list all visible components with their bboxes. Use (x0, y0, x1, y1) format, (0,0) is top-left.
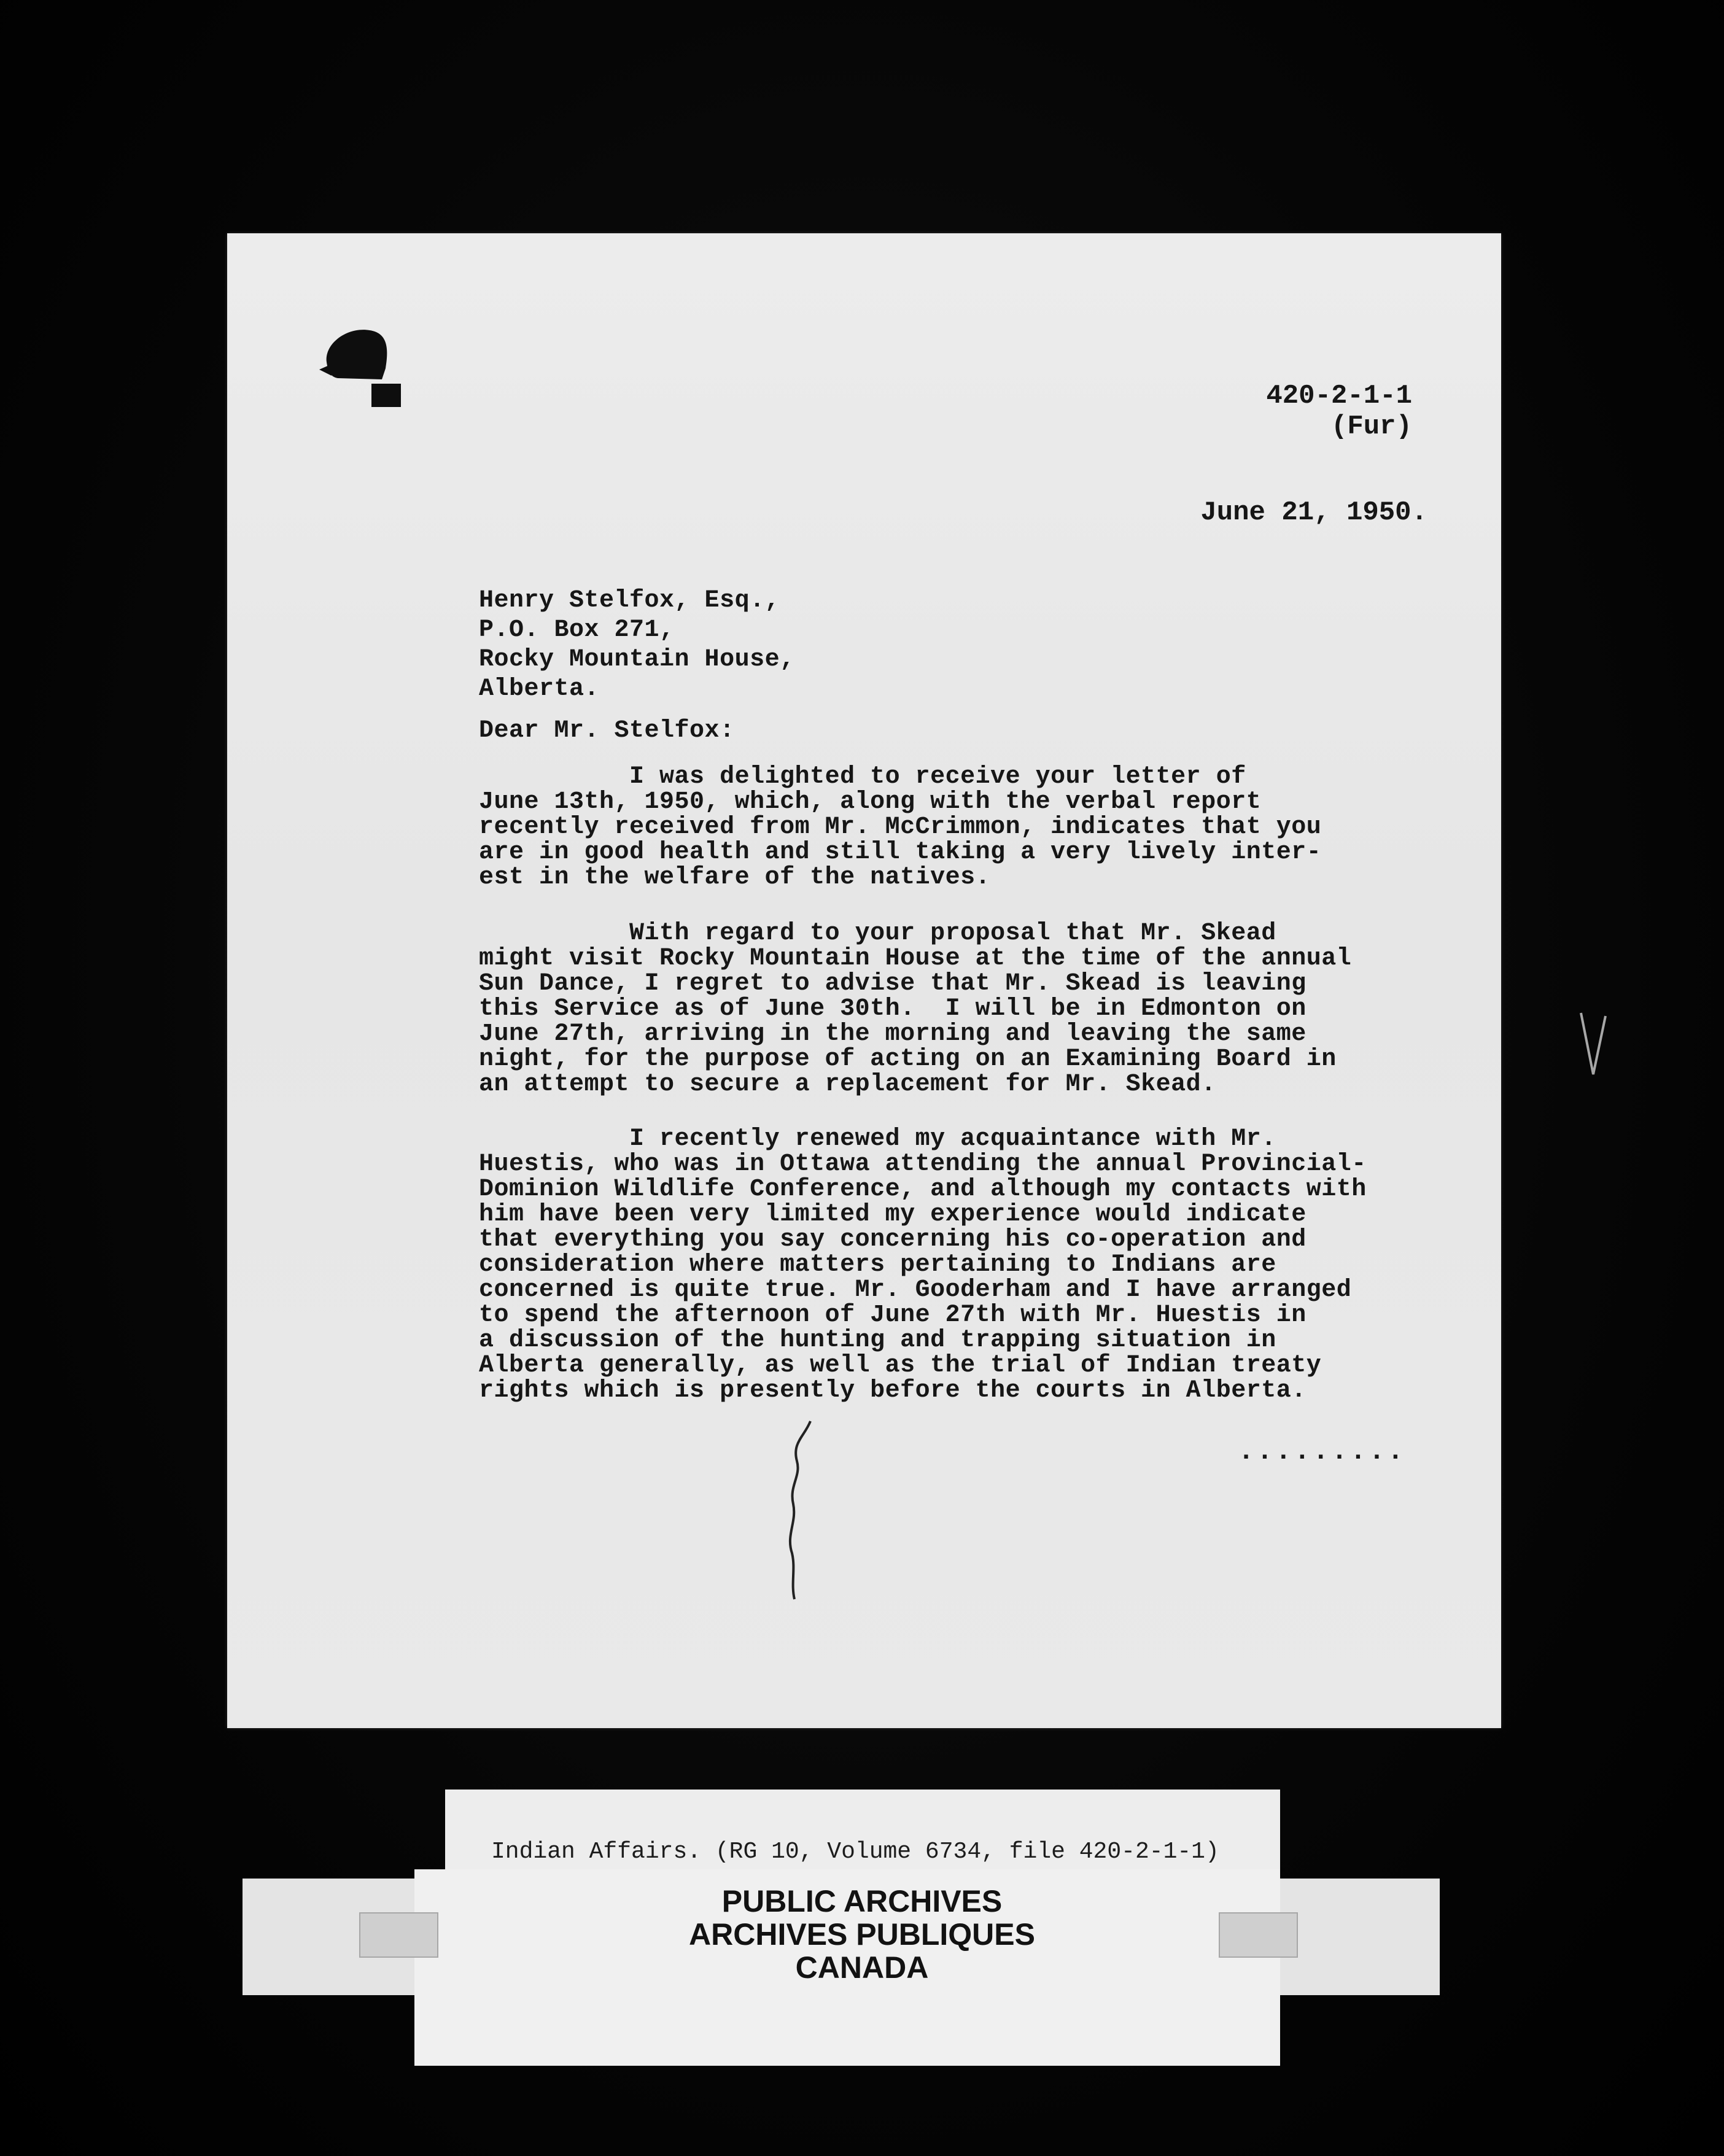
text-line: June 27th, arriving in the morning and leaving the same (479, 1020, 1307, 1048)
text-line: an attempt to secure a replacement for Mr. Skead. (479, 1071, 1216, 1098)
text-line: a discussion of the hunting and trapping situation in (479, 1327, 1276, 1354)
paragraph-2 (479, 921, 1351, 1097)
text-line: Alberta generally, as well as the trial of Indian treaty (479, 1352, 1322, 1379)
text-line: might visit Rocky Mountain House at the time of the annual (479, 945, 1352, 972)
file-reference-number: 420-2-1-1 (1266, 381, 1412, 411)
text-line: him have been very limited my experience would indicate (479, 1201, 1307, 1228)
stamp-line-french: ARCHIVES PUBLIQUES (689, 1917, 1035, 1952)
address-line: P.O. Box 271, (479, 616, 675, 644)
text-line: I recently renewed my acquaintance with Mr. (479, 1125, 1276, 1153)
text-line: I was delighted to receive your letter of (479, 763, 1246, 791)
address-line: Henry Stelfox, Esq., (479, 587, 780, 615)
stamp-line-english: PUBLIC ARCHIVES (721, 1884, 1003, 1918)
text-line: consideration where matters pertaining to Indians are (479, 1251, 1276, 1279)
text-line: Dominion Wildlife Conference, and although my contacts with (479, 1176, 1367, 1203)
continuation-dots: ......... (1238, 1437, 1406, 1467)
text-line: to spend the afternoon of June 27th with Mr. Huestis in (479, 1301, 1307, 1329)
paragraph-1 (479, 764, 1321, 890)
salutation: Dear Mr. Stelfox: (479, 717, 735, 745)
text-line: are in good health and still taking a very lively inter- (479, 839, 1322, 866)
text-line: June 13th, 1950, which, along with the verbal report (479, 788, 1262, 816)
pen-stroke-mark (767, 1418, 823, 1602)
archive-stamp-text (0, 1885, 1724, 1984)
ink-blot-mark (313, 319, 411, 411)
text-line: recently received from Mr. McCrimmon, indicates that you (479, 813, 1322, 841)
paragraph-3 (479, 1126, 1367, 1403)
text-line: this Service as of June 30th. I will be in Edmonton on (479, 995, 1307, 1023)
text-line: Huestis, who was in Ottawa attending the annual Provincial- (479, 1150, 1367, 1178)
stamp-line-country: CANADA (795, 1950, 929, 1985)
file-reference-subject: (Fur) (1330, 411, 1412, 442)
address-line: Rocky Mountain House, (479, 646, 795, 673)
text-line: night, for the purpose of acting on an Examining Board in (479, 1045, 1337, 1073)
text-line: With regard to your proposal that Mr. Skead (479, 920, 1276, 947)
letter-date: June 21, 1950. (1200, 497, 1427, 528)
text-line: est in the welfare of the natives. (479, 864, 991, 891)
file-reference (1266, 381, 1412, 442)
address-line: Alberta. (479, 675, 600, 703)
text-line: concerned is quite true. Mr. Gooderham and I have arranged (479, 1276, 1352, 1304)
source-citation: Indian Affairs. (RG 10, Volume 6734, file 420-2-1-1) (491, 1839, 1219, 1865)
text-line: that everything you say concerning his co-operation and (479, 1226, 1307, 1254)
text-line: rights which is presently before the courts in Alberta. (479, 1377, 1307, 1405)
recipient-address (479, 586, 795, 704)
letter-page (227, 233, 1501, 1728)
film-scratch-mark (1575, 1007, 1612, 1080)
text-line: Sun Dance, I regret to advise that Mr. Skead is leaving (479, 970, 1307, 998)
